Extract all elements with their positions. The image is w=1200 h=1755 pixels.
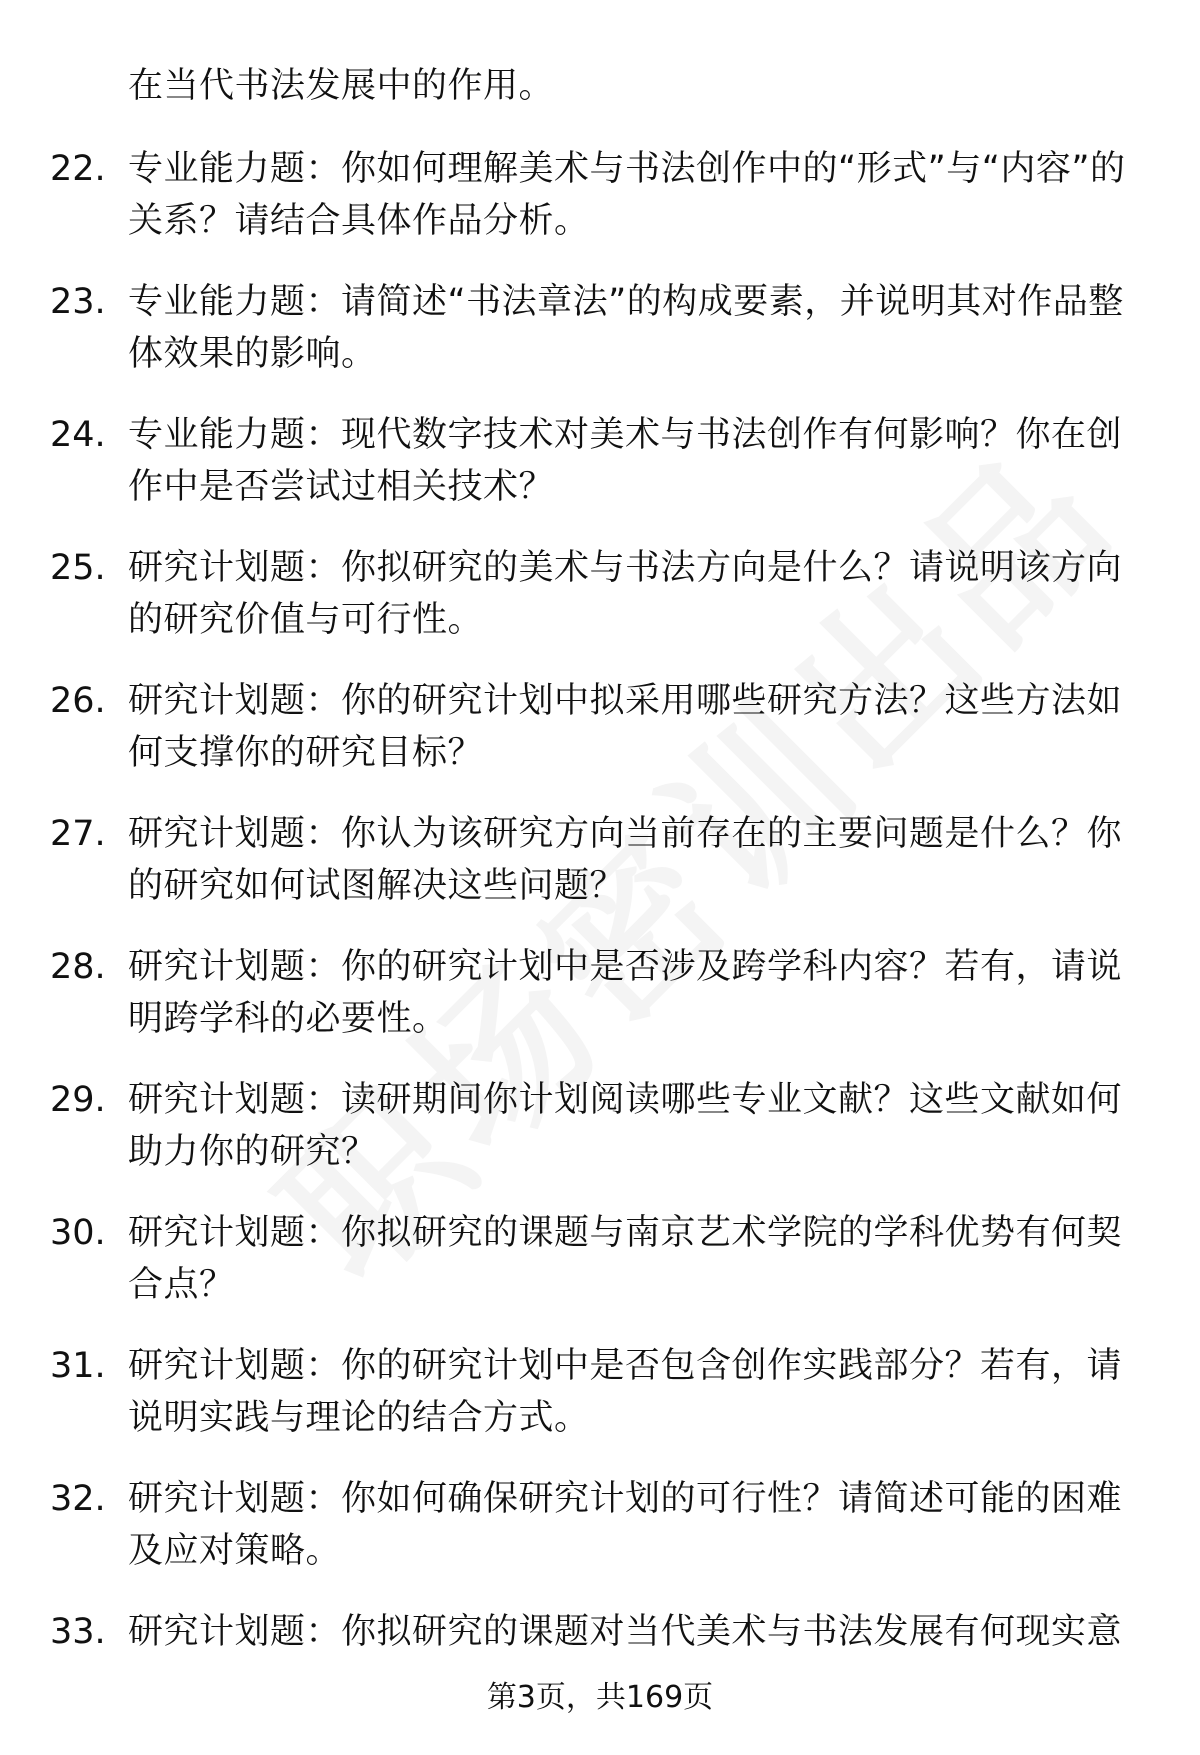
list-item <box>50 1207 1138 1311</box>
question-text: 研究计划题：你拟研究的美术与书法方向是什么？请说明该方向的研究价值与可行性。 <box>128 548 1123 640</box>
question-number: 29. <box>50 1080 106 1120</box>
question-number: 27. <box>50 814 106 854</box>
list-item <box>50 143 1138 247</box>
question-text: 研究计划题：你的研究计划中是否包含创作实践部分？若有，请说明实践与理论的结合方式。 <box>128 1346 1123 1438</box>
question-text: 研究计划题：你认为该研究方向当前存在的主要问题是什么？你的研究如何试图解决这些问题？ <box>128 814 1123 906</box>
list-item <box>50 675 1138 779</box>
list-item <box>50 1606 1138 1658</box>
continuation-text: 在当代书法发展中的作用。 <box>128 66 555 106</box>
question-number: 31. <box>50 1346 106 1386</box>
question-number: 26. <box>50 681 106 721</box>
question-text: 专业能力题：请简述“书法章法”的构成要素，并说明其对作品整体效果的影响。 <box>128 282 1124 374</box>
question-number: 25. <box>50 548 106 588</box>
question-text: 研究计划题：你的研究计划中拟采用哪些研究方法？这些方法如何支撑你的研究目标？ <box>128 681 1123 773</box>
list-item <box>50 276 1138 380</box>
question-number: 33. <box>50 1612 106 1652</box>
question-text: 专业能力题：你如何理解美术与书法创作中的“形式”与“内容”的关系？请结合具体作品分析。 <box>128 149 1126 241</box>
list-item <box>50 808 1138 912</box>
list-item <box>50 1074 1138 1178</box>
page-footer: 第3页，共169页 <box>486 1680 714 1715</box>
question-number: 32. <box>50 1479 106 1519</box>
list-item <box>50 542 1138 646</box>
list-item <box>50 941 1138 1045</box>
question-text: 专业能力题：现代数字技术对美术与书法创作有何影响？你在创作中是否尝试过相关技术？ <box>128 415 1123 507</box>
question-list <box>50 143 1150 1687</box>
list-item <box>50 1473 1138 1577</box>
list-item <box>50 409 1138 513</box>
question-text: 研究计划题：你拟研究的课题与南京艺术学院的学科优势有何契合点？ <box>128 1213 1123 1305</box>
question-number: 30. <box>50 1213 106 1253</box>
question-text: 研究计划题：读研期间你计划阅读哪些专业文献？这些文献如何助力你的研究？ <box>128 1080 1123 1172</box>
question-number: 23. <box>50 282 106 322</box>
question-number: 24. <box>50 415 106 455</box>
question-number: 28. <box>50 947 106 987</box>
question-number: 22. <box>50 149 106 189</box>
question-text: 研究计划题：你拟研究的课题对当代美术与书法发展有何现实意 <box>128 1612 1123 1652</box>
question-text: 研究计划题：你的研究计划中是否涉及跨学科内容？若有，请说明跨学科的必要性。 <box>128 947 1123 1039</box>
question-text: 研究计划题：你如何确保研究计划的可行性？请简述可能的困难及应对策略。 <box>128 1479 1123 1571</box>
list-item <box>50 1340 1138 1444</box>
